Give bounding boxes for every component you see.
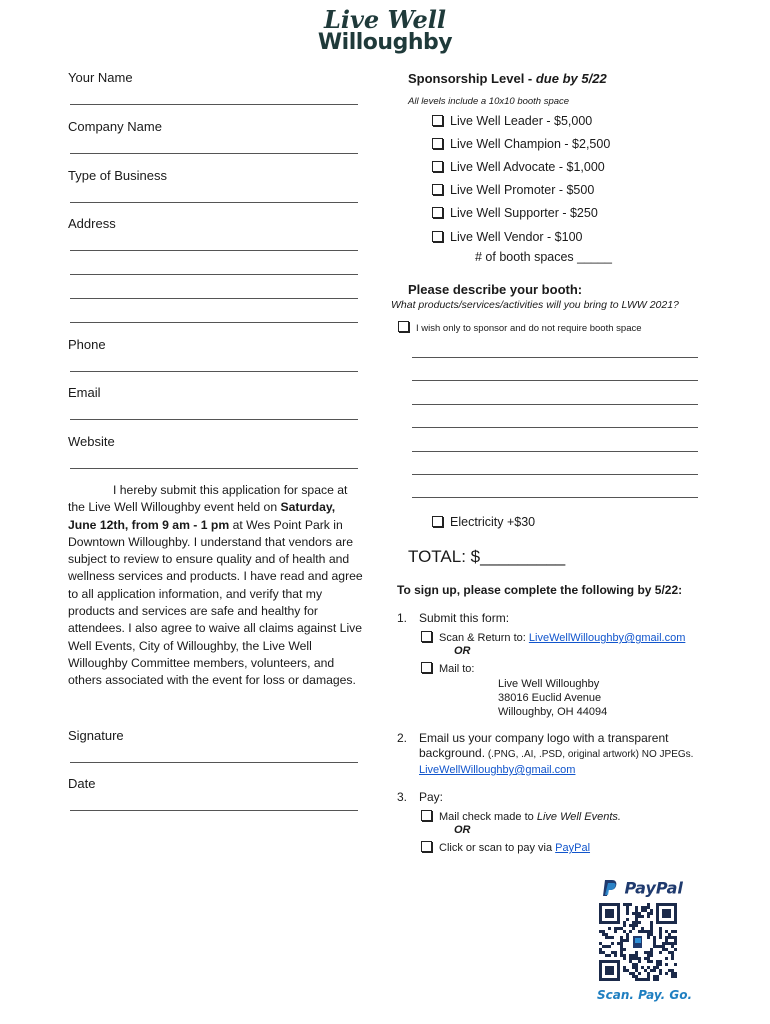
- paypal-logo[interactable]: [600, 878, 683, 898]
- step3-text: Pay:: [419, 790, 444, 804]
- qr-code[interactable]: [599, 903, 677, 981]
- checkbox-icon[interactable]: [432, 184, 443, 195]
- describe-line-2[interactable]: [412, 380, 698, 381]
- paypal-link[interactable]: PayPal: [555, 842, 591, 854]
- paypal-wordmark: PayPal: [624, 878, 683, 898]
- step2-main: Email us your company logo with a transparent background.: [419, 731, 669, 760]
- electricity-option[interactable]: [432, 515, 535, 529]
- level-label: Live Well Advocate - $1,000: [450, 160, 605, 174]
- mailing-address: [498, 677, 607, 719]
- checkbox-icon[interactable]: [421, 810, 432, 821]
- email-field[interactable]: [70, 419, 358, 420]
- sponsor-only-label: I wish only to sponsor and do not require booth space: [416, 323, 642, 334]
- mail-check-label: Mail check made to: [439, 811, 537, 823]
- level-champion[interactable]: [432, 137, 610, 151]
- date-label: Date: [68, 776, 96, 791]
- company-name-label: Company Name: [68, 119, 162, 134]
- level-advocate[interactable]: [432, 160, 605, 174]
- level-label: Live Well Champion - $2,500: [450, 137, 611, 151]
- signup-title: To sign up, please complete the following by 5/22:: [397, 583, 683, 597]
- address-field-1[interactable]: [70, 250, 358, 251]
- agreement-text: [68, 482, 363, 690]
- step2-email-link[interactable]: LiveWellWilloughby@gmail.com: [419, 764, 576, 776]
- sponsorship-due: due by 5/22: [535, 71, 607, 86]
- step2-number: 2.: [397, 731, 408, 745]
- step1-text: Submit this form:: [419, 611, 510, 625]
- company-name-field[interactable]: [70, 153, 358, 154]
- sponsorship-title-text: Sponsorship Level -: [408, 71, 536, 86]
- scan-return-option: [421, 630, 685, 644]
- sponsorship-note: All levels include a 10x10 booth space: [408, 96, 570, 107]
- describe-line-6[interactable]: [412, 474, 698, 475]
- checkbox-icon[interactable]: [421, 662, 432, 673]
- level-label: Live Well Promoter - $500: [450, 183, 595, 197]
- your-name-label: Your Name: [68, 70, 133, 85]
- checkbox-icon[interactable]: [432, 231, 443, 242]
- describe-line-7[interactable]: [412, 497, 698, 498]
- checkbox-icon[interactable]: [421, 841, 432, 852]
- phone-label: Phone: [68, 337, 106, 352]
- describe-line-3[interactable]: [412, 404, 698, 405]
- checkbox-icon[interactable]: [432, 138, 443, 149]
- checkbox-icon[interactable]: [398, 321, 409, 332]
- email-label: Email: [68, 385, 101, 400]
- agreement-event-date: Saturday, June 12th, from 9 am - 1 pm: [68, 500, 336, 532]
- describe-line-4[interactable]: [412, 427, 698, 428]
- electricity-label: Electricity +$30: [450, 515, 536, 529]
- paypal-icon: [600, 878, 620, 898]
- level-leader[interactable]: [432, 114, 592, 128]
- address-line: Willoughby, OH 44094: [498, 706, 608, 718]
- address-field-2[interactable]: [70, 274, 358, 275]
- click-scan-option: [421, 840, 590, 854]
- or-label: OR: [454, 645, 471, 657]
- describe-line-1[interactable]: [412, 357, 698, 358]
- agreement-part1: I hereby submit this application for space at the Live Well Willoughby event held on: [68, 483, 348, 515]
- agreement-part2: at Wes Point Park in Downtown Willoughby. I understand that vendors are subject to review to ensure quality and of health and wellness services and products. I have read and agree to all application information, and verify that my products and services are safe and healthy for attendees. I also agree to waive all claims against Live Well Events, City of Willoughby, the Live Well Willoughby Committee members, volunteers, and others associated with the event for loss or damages.: [68, 517, 363, 688]
- type-of-business-field[interactable]: [70, 202, 358, 203]
- step3-number: 3.: [397, 790, 408, 804]
- step2-text: [419, 731, 709, 778]
- step2-formats: (.PNG, .AI, .PSD, original artwork) NO JPEGs.: [485, 749, 694, 760]
- checkbox-icon[interactable]: [432, 207, 443, 218]
- email-link[interactable]: LiveWellWilloughby@gmail.com: [528, 632, 686, 644]
- logo-line1: Live Well: [323, 5, 447, 34]
- level-label: Live Well Vendor - $100: [450, 230, 583, 244]
- checkbox-icon[interactable]: [432, 516, 443, 527]
- address-label: Address: [68, 216, 116, 231]
- address-field-3[interactable]: [70, 298, 358, 299]
- signature-label: Signature: [68, 728, 124, 743]
- describe-title: Please describe your booth:: [408, 282, 583, 297]
- scan-return-label: Scan & Return to:: [439, 632, 529, 644]
- mail-check-option: [421, 809, 621, 823]
- mail-to-option: [421, 661, 474, 675]
- level-vendor[interactable]: [432, 230, 583, 244]
- or-label-2: OR: [454, 824, 471, 836]
- scan-pay-go: Scan. Pay. Go.: [597, 988, 692, 1002]
- phone-field[interactable]: [70, 371, 358, 372]
- signature-field[interactable]: [70, 762, 358, 763]
- level-label: Live Well Supporter - $250: [450, 206, 598, 220]
- step1-number: 1.: [397, 611, 408, 625]
- total-field[interactable]: TOTAL: $_________: [408, 547, 566, 566]
- click-scan-label: Click or scan to pay via: [439, 842, 556, 854]
- type-of-business-label: Type of Business: [68, 168, 167, 183]
- sponsor-only-option[interactable]: [398, 320, 642, 334]
- checkbox-icon[interactable]: [421, 631, 432, 642]
- address-line: 38016 Euclid Avenue: [498, 692, 602, 704]
- date-field[interactable]: [70, 810, 358, 811]
- website-field[interactable]: [70, 468, 358, 469]
- website-label: Website: [68, 434, 115, 449]
- describe-line-5[interactable]: [412, 451, 698, 452]
- live-well-willoughby-logo: [0, 5, 770, 55]
- your-name-field[interactable]: [70, 104, 358, 105]
- mail-to-label: Mail to:: [439, 663, 475, 675]
- checkbox-icon[interactable]: [432, 115, 443, 126]
- mail-check-payee: Live Well Events.: [536, 811, 621, 823]
- checkbox-icon[interactable]: [432, 161, 443, 172]
- level-label: Live Well Leader - $5,000: [450, 114, 593, 128]
- booth-spaces-field[interactable]: # of booth spaces _____: [475, 250, 612, 264]
- address-line: Live Well Willoughby: [498, 678, 600, 690]
- address-field-4[interactable]: [70, 322, 358, 323]
- level-supporter[interactable]: [432, 206, 598, 220]
- logo-line2: Willoughby: [317, 30, 453, 55]
- level-promoter[interactable]: [432, 183, 594, 197]
- sponsorship-title: [408, 71, 607, 86]
- describe-question: What products/services/activities will you bring to LWW 2021?: [391, 299, 679, 311]
